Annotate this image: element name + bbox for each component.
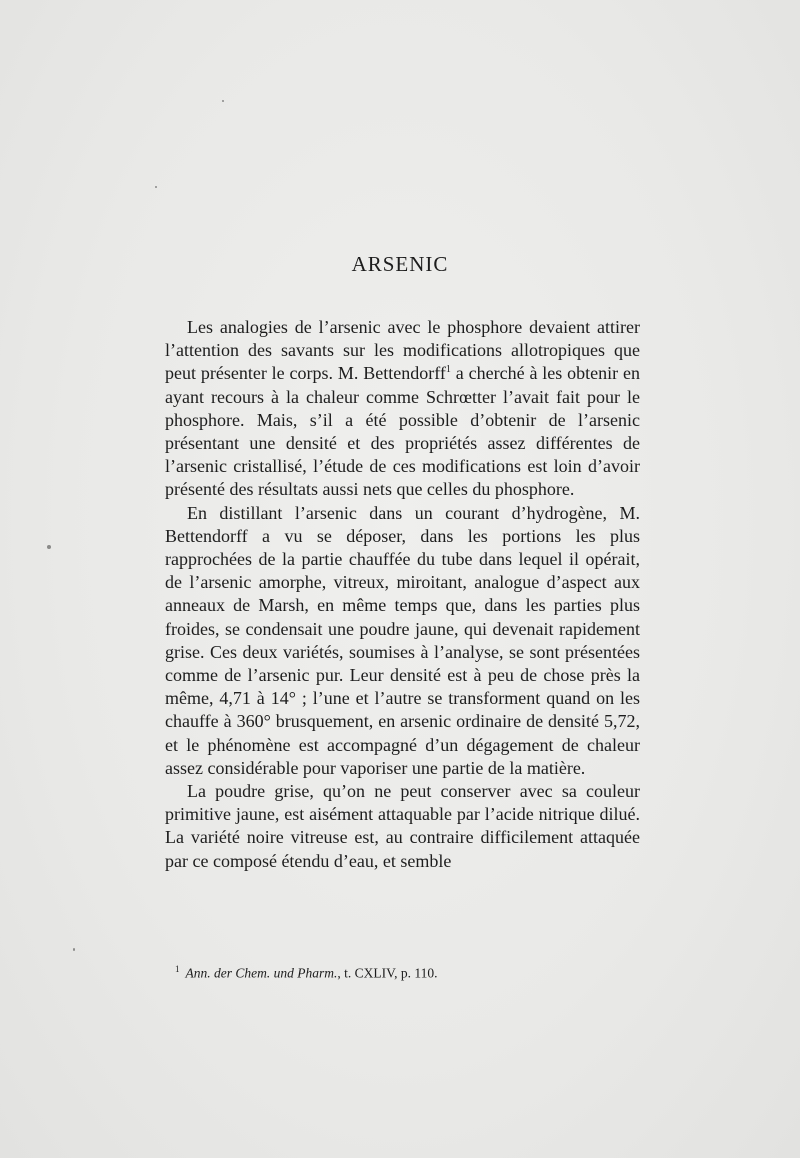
paragraph-1-text-before-ref: Les analogies de l’arsenic avec le phosphore devaient attirer l’attention des savants sur les modifications allotropiques que peut présenter le corps. M. Bettendorff [165,317,640,384]
paragraph-1 [165,316,640,502]
body-text [165,316,640,873]
footnote-journal: Ann. der Chem. und Pharm. [185,965,338,981]
paragraph-1-text-after-ref: a cherché à les obtenir en ayant recours à la chaleur comme Schrœtter l’avait fait pour le phosphore. Mais, s’il a été possible d’obtenir de l’arsenic présentant une densité et des propriétés assez différentes de l’arsenic cristallisé, l’étude de ces modifications est loin d’avoir présenté des résultats aussi nets que celles du phosphore. [165,363,640,500]
paper-speck [47,545,51,549]
footnote-citation: , t. CXLIV, p. 110. [337,965,438,981]
paper-speck [155,186,157,188]
footnote-mark: 1 [175,964,180,974]
paragraph-2: En distillant l’arsenic dans un courant d’hydrogène, M. Bettendorff a vu se déposer, dans les portions les plus rapprochées de la partie chauffée du tube dans lequel il opérait, de l’arsenic amorphe, vitreux, miroitant, analogue d’aspect aux anneaux de Marsh, en même temps que, dans les parties plus froides, se condensait une poudre jaune, qui devenait rapidement grise. Ces deux variétés, soumises à l’analyse, se sont présentées comme de l’arsenic pur. Leur densité est à peu de chose près la même, 4,71 à 14° ; l’une et l’autre se transforment quand on les chauffe à 360° brusquement, en arsenic ordinaire de densité 5,72, et le phénomène est accompagné d’un dégagement de chaleur assez considérable pour vaporiser une partie de la matière. [165,502,640,778]
paragraph-3: La poudre grise, qu’on ne peut conserver avec sa couleur primitive jaune, est aisément attaquable par l’acide nitrique dilué. La variété noire vitreuse est, au contraire difficilement attaquée par ce composé étendu d’eau, et semble [165,781,640,871]
page-title: ARSENIC [351,252,449,276]
footnote-reference: 1 [445,364,451,376]
footnote [175,960,635,983]
paper-speck [73,948,75,951]
paper-speck [222,100,224,102]
